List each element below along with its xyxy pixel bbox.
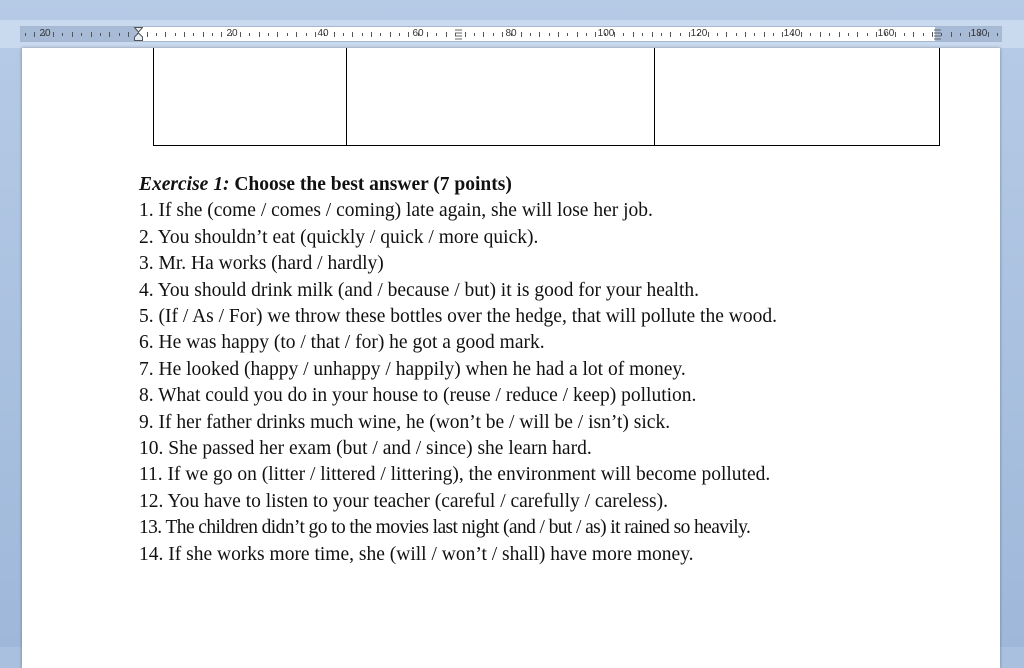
question-line: 13. The children didn’t go to the movies last night (and / but / as) it rained so heavily.	[139, 517, 751, 539]
ruler-tick	[109, 32, 110, 37]
ruler-tick	[408, 32, 409, 37]
ruler-right-margin	[935, 27, 1001, 41]
horizontal-ruler[interactable]	[20, 26, 1002, 42]
ruler-tick	[661, 33, 662, 36]
ruler-tick	[558, 32, 559, 37]
ruler-tick	[801, 32, 802, 37]
ruler-tick	[670, 32, 671, 37]
ruler-label: 140	[783, 28, 801, 39]
exercise-title: Choose the best answer (7 points)	[234, 174, 512, 195]
ruler-tick	[680, 33, 681, 36]
ruler-tick	[867, 33, 868, 36]
question-line: 2. You shouldn’t eat (quickly / quick / more quick).	[139, 226, 539, 248]
ruler-tick	[539, 32, 540, 37]
ruler-tick	[810, 33, 811, 36]
question-line: 3. Mr. Ha works (hard / hardly)	[139, 253, 384, 275]
ruler-tick	[726, 32, 727, 37]
question-line: 1. If she (come / comes / coming) late again, she will lose her job.	[139, 200, 653, 222]
ruler-tick	[474, 33, 475, 36]
question-line: 10. She passed her exam (but / and / since) she learn hard.	[139, 438, 592, 460]
ruler-label: 40	[317, 28, 329, 39]
question-line: 7. He looked (happy / unhappy / happily) when he had a lot of money.	[139, 358, 686, 380]
ruler-tick	[277, 32, 278, 37]
ruler-tick	[530, 33, 531, 36]
ruler-tick	[390, 32, 391, 37]
ruler-tick	[521, 32, 522, 37]
ruler-tick	[380, 33, 381, 36]
ruler-tick	[62, 33, 63, 36]
ruler-tick	[829, 33, 830, 36]
question-line: 6. He was happy (to / that / for) he got a good mark.	[139, 332, 545, 354]
ruler-tick	[193, 33, 194, 36]
ruler-tick	[212, 33, 213, 36]
question-line: 14. If she works more time, she (will / won’t / shall) have more money.	[139, 543, 694, 565]
ruler-tick	[25, 33, 26, 36]
ruler-tick	[633, 32, 634, 37]
exercise-label: Exercise 1:	[139, 174, 230, 195]
ruler-tick	[371, 32, 372, 37]
exercise-heading	[139, 172, 979, 198]
ruler-tick	[595, 32, 596, 37]
ruler-tick	[913, 32, 914, 37]
ruler-tick	[493, 33, 494, 36]
ruler-tick	[34, 32, 35, 37]
ruler-tick	[895, 32, 896, 37]
ruler-tick	[156, 33, 157, 36]
ruler-tick	[175, 33, 176, 36]
ruler-tick	[287, 33, 288, 36]
ruler-tick	[745, 32, 746, 37]
ruler-tick	[259, 32, 260, 37]
ruler-tick	[708, 32, 709, 37]
ruler-tick	[343, 33, 344, 36]
ruler-tick	[53, 32, 54, 37]
ruler-tick	[436, 33, 437, 36]
ruler-tick	[960, 33, 961, 36]
ruler-tick	[296, 32, 297, 37]
question-line: 8. What could you do in your house to (reuse / reduce / keep) pollution.	[139, 385, 697, 407]
ruler-tick	[334, 32, 335, 37]
document-body[interactable]	[139, 172, 979, 568]
ruler-label: 100	[597, 28, 615, 39]
ruler-label: 60	[412, 28, 424, 39]
table-bottom-row[interactable]	[153, 48, 940, 146]
ruler-tick	[427, 32, 428, 37]
ruler-tick	[839, 32, 840, 37]
ruler-tick	[100, 33, 101, 36]
question-line: 4. You should drink milk (and / because / but) it is good for your health.	[139, 279, 700, 301]
ruler-tick	[754, 33, 755, 36]
ruler-tick	[717, 33, 718, 36]
ruler-label: 120	[690, 28, 708, 39]
ruler-label: 180	[970, 28, 988, 39]
ruler-tick	[997, 33, 998, 36]
ruler-tick	[923, 33, 924, 36]
ruler-tick	[249, 33, 250, 36]
ruler-tick	[165, 32, 166, 37]
question-line: 12. You have to listen to your teacher (careful / carefully / careless).	[139, 490, 669, 512]
ruler-tick	[221, 32, 222, 37]
ruler-tick	[362, 33, 363, 36]
ruler-label: 20	[226, 28, 238, 39]
ruler-tick	[567, 33, 568, 36]
ruler-tick	[549, 33, 550, 36]
ruler-label: 160	[877, 28, 895, 39]
ruler-tick	[315, 32, 316, 37]
ruler-tick	[72, 32, 73, 37]
ruler-tick	[586, 33, 587, 36]
ruler-label: 80	[505, 28, 517, 39]
ruler-tick	[577, 32, 578, 37]
question-line: 9. If her father drinks much wine, he (won’t be / will be / isn’t) sick.	[139, 411, 671, 433]
ruler-tick	[203, 32, 204, 37]
ruler-tick	[119, 33, 120, 36]
question-line: 11. If we go on (litter / littered / littering), the environment will become polluted.	[139, 464, 771, 486]
ruler-tick	[773, 33, 774, 36]
table-cell[interactable]	[347, 48, 655, 145]
table-cell[interactable]	[655, 48, 939, 145]
ruler-tick	[81, 33, 82, 36]
document-page[interactable]	[22, 48, 1000, 668]
ruler-tick	[306, 33, 307, 36]
ruler-tick	[951, 32, 952, 37]
ruler-tick	[988, 32, 989, 37]
right-indent-marker[interactable]	[933, 27, 942, 41]
table-cell[interactable]	[154, 48, 347, 145]
ruler-tick	[268, 33, 269, 36]
ruler-tick	[502, 32, 503, 37]
ruler-tick	[848, 33, 849, 36]
ruler-tick	[465, 32, 466, 37]
ruler-tick	[240, 32, 241, 37]
ruler-tick	[623, 33, 624, 36]
ruler-tick	[736, 33, 737, 36]
ruler-tick	[652, 32, 653, 37]
ruler-tick	[446, 32, 447, 37]
tab-stop-marker[interactable]	[454, 27, 463, 41]
ruler-tick	[399, 33, 400, 36]
ruler-tick	[91, 32, 92, 37]
question-line: 5. (If / As / For) we throw these bottles over the hedge, that will pollute the wood.	[139, 306, 777, 328]
ruler-tick	[147, 32, 148, 37]
ruler-tick	[764, 32, 765, 37]
ruler-tick	[820, 32, 821, 37]
ruler-tick	[352, 32, 353, 37]
ruler-label: 20	[39, 28, 51, 39]
horizontal-ruler-bar	[0, 20, 1024, 48]
ruler-tick	[128, 32, 129, 37]
left-indent-marker[interactable]	[134, 27, 143, 41]
ruler-tick	[642, 33, 643, 36]
ruler-tick	[184, 32, 185, 37]
ruler-tick	[904, 33, 905, 36]
ruler-tick	[857, 32, 858, 37]
ruler-tick	[483, 32, 484, 37]
